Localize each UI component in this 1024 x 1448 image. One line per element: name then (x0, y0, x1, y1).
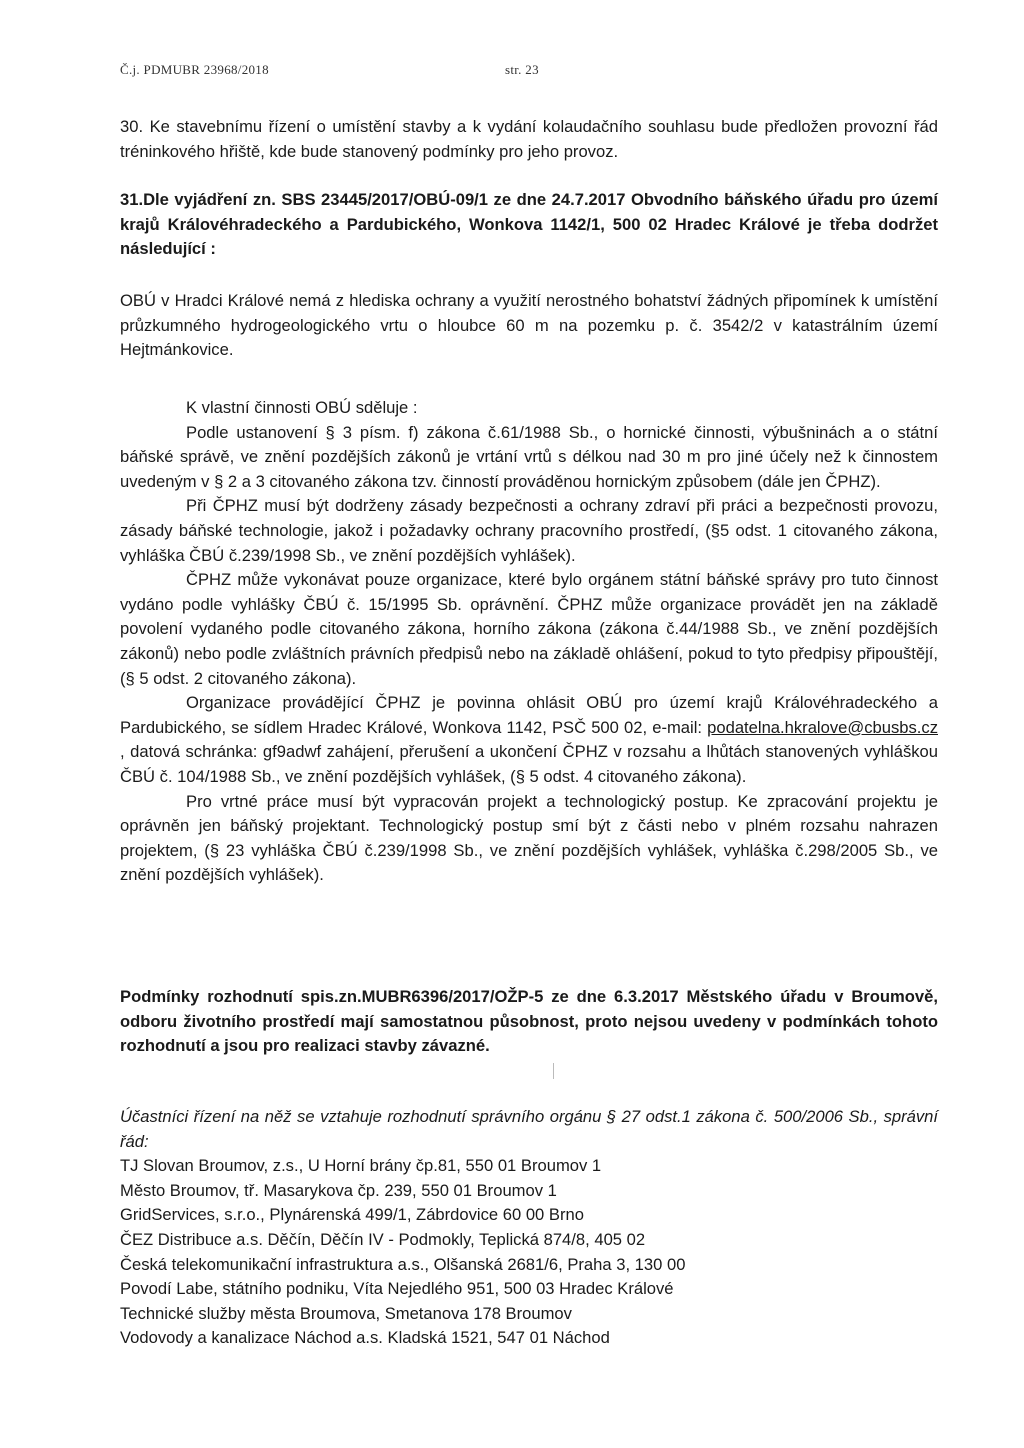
obu-paragraph-text: OBÚ v Hradci Králové nemá z hlediska ochrany a využití nerostného bohatství žádných připomínek k umístění průzkumného hydrogeologického vrtu o hloubce 60 m na pozemku p. č. 3542/2 v katastrálním území Hejtmánkovice. (120, 291, 938, 360)
paragraph-2: Při ČPHZ musí být dodrženy zásady bezpečnosti a ochrany zdraví při práci a bezpečnosti provozu, zásady báňské technologie, jakož i požadavky ochrany pracovního prostředí, (§5 odst. 1 citovaného zákona, vyhláška ČBÚ č.239/1998 Sb., ve znění pozdějších vyhlášek). (120, 496, 938, 565)
item-31-heading-text: 31.Dle vyjádření zn. SBS 23445/2017/OBÚ-09/1 ze dne 24.7.2017 Obvodního báňského úřadu pro území krajů Královéhradeckého a Pardubického, Wonkova 1142/1, 500 02 Hradec Králové je třeba dodržet následující : (120, 190, 938, 259)
scan-mark (553, 1063, 554, 1079)
paragraph-4-text-a: Organizace provádějící ČPHZ je povinna ohlásit OBÚ pro území krajů Královéhradeckého a Pardubického, se sídlem Hradec Králové, Wonkova 1142, PSČ 500 02, e-mail: (120, 693, 938, 737)
participant-item: Technické služby města Broumova, Smetanova 178 Broumov (120, 1303, 572, 1323)
participant-item: TJ Slovan Broumov, z.s., U Horní brány čp.81, 550 01 Broumov 1 (120, 1156, 602, 1176)
paragraph-5: Pro vrtné práce musí být vypracován projekt a technologický postup. Ke zpracování projektu je oprávněn jen báňský projektant. Technologický postup smí být z části nebo v plném rozsahu nahrazen projektem, (§ 23 vyhláška ČBÚ č.239/1998 Sb., ve znění pozdějších vyhlášek, vyhláška č.298/2005 Sb., ve znění pozdějších vyhlášek). (120, 791, 938, 885)
item-30 (120, 115, 938, 164)
item-31-heading (120, 188, 938, 262)
participants-heading: Účastníci řízení na něž se vztahuje rozhodnutí správního orgánu § 27 odst.1 zákona č. 500/2006 Sb., správní řád: (120, 1107, 938, 1151)
conditions-block (120, 985, 938, 1059)
participant-item: Česká telekomunikační infrastruktura a.s., Olšanská 2681/6, Praha 3, 130 00 (120, 1254, 686, 1274)
participant-item: Vodovody a kanalizace Náchod a.s. Kladská 1521, 547 01 Náchod (120, 1328, 610, 1348)
paragraph-4 (120, 691, 938, 789)
obu-paragraph (120, 289, 938, 363)
obu-statement (120, 396, 938, 888)
own-activity-label: K vlastní činnosti OBÚ sděluje : (186, 398, 418, 417)
conditions-text: Podmínky rozhodnutí spis.zn.MUBR6396/2017/OŽP-5 ze dne 6.3.2017 Městského úřadu v Broumově, odboru životního prostředí mají samostatnou působnost, proto nejsou uvedeny v podmínkách tohoto rozhodnutí a jsou pro realizaci stavby závazné. (120, 987, 938, 1056)
page-header (120, 62, 539, 78)
email-link[interactable]: podatelna.hkralove@cbusbs.cz (707, 717, 938, 737)
paragraph-1: Podle ustanovení § 3 písm. f) zákona č.61/1988 Sb., o hornické činnosti, výbušninách a o státní báňské správě, ve znění pozdějších zákonů je vrtání vrtů s délkou nad 30 m pro jiné účely než k činnostem uvedeným v § 2 a 3 citovaného zákona tzv. činností prováděnou hornickým způsobem (dále jen ČPHZ). (120, 422, 938, 491)
participant-item: Povodí Labe, státního podniku, Víta Nejedlého 951, 500 03 Hradec Králové (120, 1279, 674, 1299)
paragraph-3: ČPHZ může vykonávat pouze organizace, které bylo orgánem státní báňské správy pro tuto činnost vydáno podle vyhlášky ČBÚ č. 15/1995 Sb. oprávnění. ČPHZ může organizace provádět jen na základě povolení vydaného podle citovaného zákona, horního zákona (zákona č.44/1988 Sb., ve znění pozdějších zákonů) nebo podle zvláštních právních předpisů nebo na základě ohlášení, pokud to tyto předpisy připouštějí, (§ 5 odst. 2 citovaného zákona). (120, 570, 938, 688)
item-30-text: 30. Ke stavebnímu řízení o umístění stavby a k vydání kolaudačního souhlasu bude předložen provozní řád tréninkového hřiště, kde bude stanovený podmínky pro jeho provoz. (120, 117, 938, 161)
participant-item: ČEZ Distribuce a.s. Děčín, Děčín IV - Podmokly, Teplická 874/8, 405 02 (120, 1229, 646, 1249)
participant-item: Město Broumov, tř. Masarykova čp. 239, 550 01 Broumov 1 (120, 1180, 557, 1200)
reference-number: Č.j. PDMUBR 23968/2018 (120, 62, 269, 77)
participants-block (120, 1105, 938, 1351)
page-number: str. 23 (505, 62, 539, 77)
paragraph-4-text-b: , datová schránka: gf9adwf zahájení, přerušení a ukončení ČPHZ v rozsahu a lhůtách stanovených vyhláškou ČBÚ č. 104/1988 Sb., ve znění pozdějších vyhlášek, (§ 5 odst. 4 citovaného zákona). (120, 742, 938, 786)
participant-item: GridServices, s.r.o., Plynárenská 499/1, Zábrdovice 60 00 Brno (120, 1205, 584, 1225)
